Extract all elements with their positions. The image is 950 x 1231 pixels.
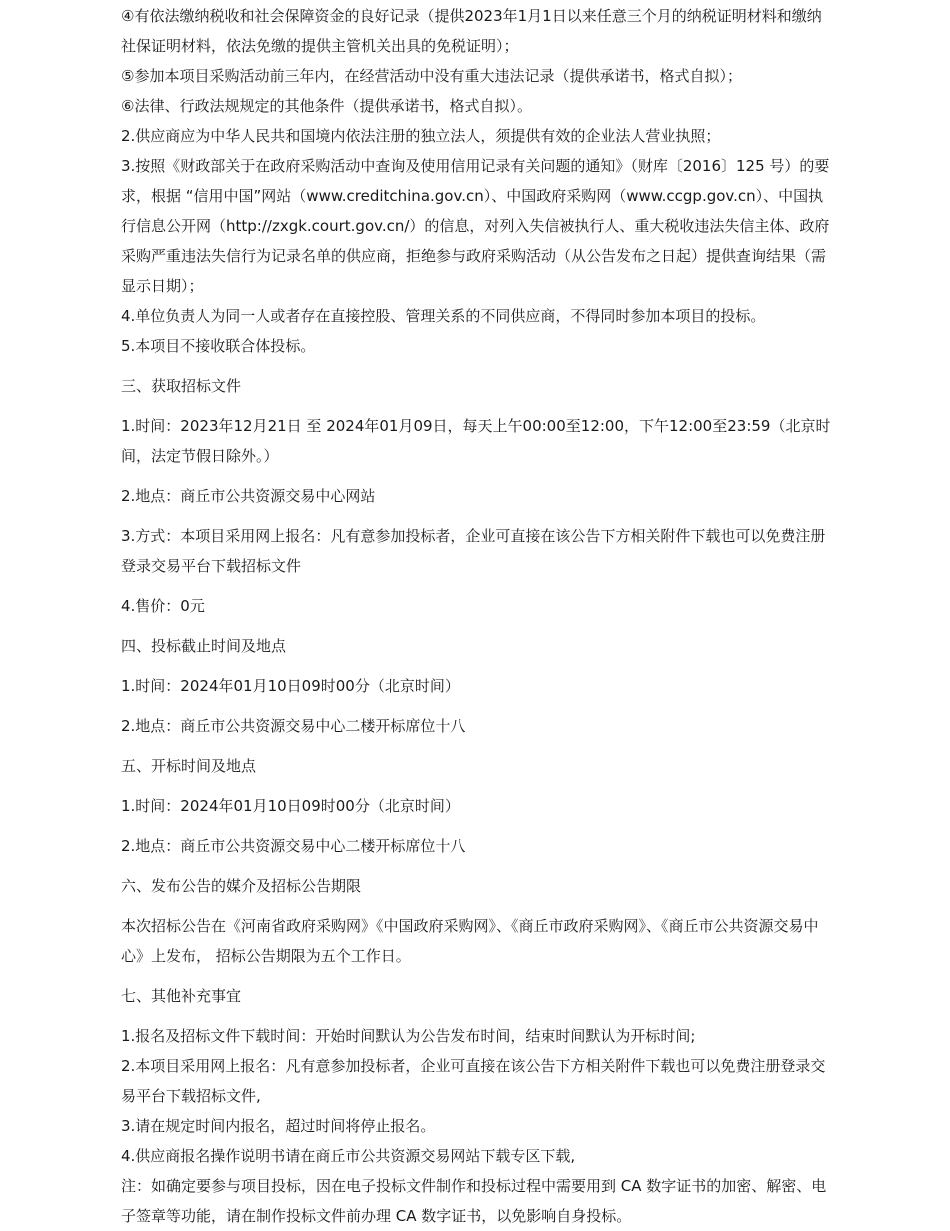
- requirement-credit-record: 3.按照《财政部关于在政府采购活动中查询及使用信用记录有关问题的通知》（财库〔2016〕125 号）的要求，根据 “信用中国”网站（www.creditchina.gov.cn）、中国政府采购网（www.ccgp.gov.cn）、中国执行信息公开网（http://zxgk.court.gov.cn/）的信息，对列入失信被执行人、重大税收违法失信主体、政府采购严重违法失信行为记录名单的供应商，拒绝参与政府采购活动（从公告发布之日起）提供查询结果（需显示日期）；: [121, 157, 830, 295]
- obtain-place: 2.地点：商丘市公共资源交易中心网站: [121, 487, 376, 505]
- section-heading-publication-media: 六、发布公告的媒介及招标公告期限: [121, 877, 362, 895]
- requirement-legal-entity: 2.供应商应为中华人民共和国境内依法注册的独立法人，须提供有效的企业法人营业执照；: [121, 127, 721, 145]
- bid-opening-place: 2.地点：商丘市公共资源交易中心二楼开标席位十八: [121, 837, 466, 855]
- supplementary-note-ca-certificate: 注：如确定要参与项目投标，因在电子投标文件制作和投标过程中需要用到 CA 数字证书的加密、解密、电子签章等功能，请在制作投标文件前办理 CA 数字证书，以免影响自身投标。: [121, 1177, 827, 1225]
- supplementary-item-1: 1.报名及招标文件下载时间：开始时间默认为公告发布时间，结束时间默认为开标时间;: [121, 1027, 696, 1045]
- section-heading-supplementary: 七、其他补充事宜: [121, 987, 242, 1005]
- obtain-time: 1.时间：2023年12月21日 至 2024年01月09日，每天上午00:00至12:00，下午12:00至23:59（北京时间，法定节假日除外。）: [121, 417, 831, 465]
- qualification-item-5: ⑤参加本项目采购活动前三年内，在经营活动中没有重大违法记录（提供承诺书，格式自拟）；: [121, 67, 742, 85]
- obtain-method: 3.方式：本项目采用网上报名：凡有意参加投标者，企业可直接在该公告下方相关附件下载也可以免费注册登录交易平台下载招标文件: [121, 527, 826, 575]
- section-heading-obtain-documents: 三、获取招标文件: [121, 377, 242, 395]
- qualification-item-4: ④有依法缴纳税收和社会保障资金的良好记录（提供2023年1月1日以来任意三个月的纳税证明材料和缴纳社保证明材料，依法免缴的提供主管机关出具的免税证明）；: [121, 7, 822, 55]
- supplementary-item-4: 4.供应商报名操作说明书请在商丘市公共资源交易网站下载专区下载,: [121, 1147, 576, 1165]
- document-body: [121, 1, 833, 1231]
- supplementary-item-3: 3.请在规定时间内报名，超过时间将停止报名。: [121, 1117, 436, 1135]
- publication-media-body: 本次招标公告在《河南省政府采购网》《中国政府采购网》、《商丘市政府采购网》、《商丘市公共资源交易中心》上发布， 招标公告期限为五个工作日。: [121, 917, 819, 965]
- bid-deadline-time: 1.时间：2024年01月10日09时00分（北京时间）: [121, 677, 460, 695]
- bid-deadline-place: 2.地点：商丘市公共资源交易中心二楼开标席位十八: [121, 717, 466, 735]
- section-heading-bid-deadline: 四、投标截止时间及地点: [121, 637, 287, 655]
- qualification-item-6: ⑥法律、行政法规规定的其他条件（提供承诺书，格式自拟）。: [121, 97, 532, 115]
- requirement-no-consortium: 5.本项目不接收联合体投标。: [121, 337, 316, 355]
- obtain-price: 4.售价：0元: [121, 597, 205, 615]
- section-heading-bid-opening: 五、开标时间及地点: [121, 757, 257, 775]
- supplementary-item-2: 2.本项目采用网上报名：凡有意参加投标者，企业可直接在该公告下方相关附件下载也可以免费注册登录交易平台下载招标文件,: [121, 1057, 826, 1105]
- bid-opening-time: 1.时间：2024年01月10日09时00分（北京时间）: [121, 797, 460, 815]
- requirement-related-suppliers: 4.单位负责人为同一人或者存在直接控股、管理关系的不同供应商，不得同时参加本项目的投标。: [121, 307, 766, 325]
